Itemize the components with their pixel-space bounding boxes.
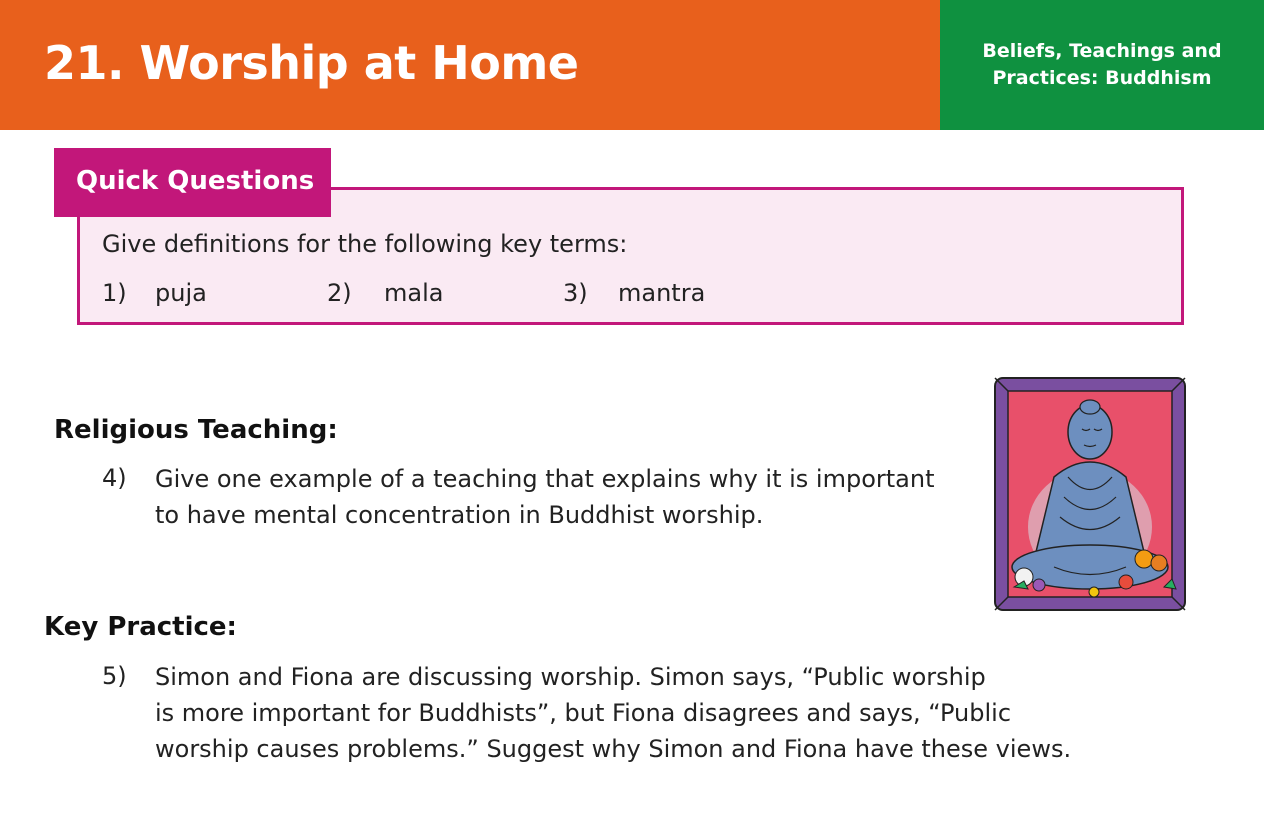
question-5-text	[155, 659, 1071, 767]
term-puja: puja	[155, 279, 207, 307]
question-number-4: 4)	[102, 464, 127, 492]
topic-label	[940, 38, 1264, 92]
topic-line-2: Practices: Buddhism	[992, 67, 1212, 89]
term-mala: mala	[384, 279, 444, 307]
question-number-5: 5)	[102, 662, 127, 690]
key-practice-heading: Key Practice:	[44, 612, 237, 642]
question-4-text	[155, 461, 935, 533]
question-5-line-3: worship causes problems.” Suggest why Simon and Fiona have these views.	[155, 735, 1072, 763]
term-number-2: 2)	[327, 279, 352, 307]
page-title: 21. Worship at Home	[44, 36, 579, 90]
term-mantra: mantra	[618, 279, 706, 307]
question-4-line-2: to have mental concentration in Buddhist worship.	[155, 501, 764, 529]
topic-line-1: Beliefs, Teachings and	[982, 40, 1222, 62]
term-number-1: 1)	[102, 279, 127, 307]
question-5-line-2: is more important for Buddhists”, but Fiona disagrees and says, “Public	[155, 699, 1012, 727]
buddha-illustration-icon	[994, 377, 1186, 611]
topic-banner	[940, 0, 1264, 130]
quick-questions-prompt: Give definitions for the following key terms:	[102, 230, 628, 258]
question-5-line-1: Simon and Fiona are discussing worship. Simon says, “Public worship	[155, 663, 986, 691]
question-4-line-1: Give one example of a teaching that explains why it is important	[155, 465, 935, 493]
quick-questions-tab	[54, 148, 331, 217]
header-bar	[0, 0, 940, 130]
quick-questions-label: Quick Questions	[76, 166, 315, 196]
term-number-3: 3)	[563, 279, 588, 307]
religious-teaching-heading: Religious Teaching:	[54, 415, 338, 445]
